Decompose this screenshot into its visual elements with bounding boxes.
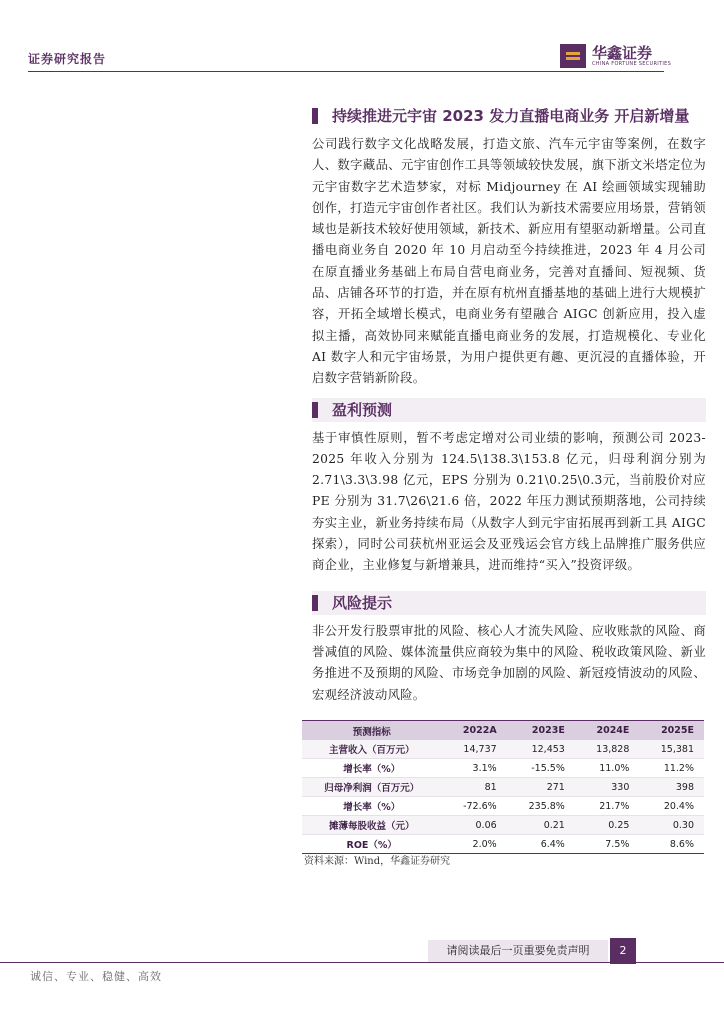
- report-type-label: 证券研究报告: [28, 52, 107, 66]
- table-row: [302, 778, 704, 797]
- table-cell: 0.25: [575, 816, 640, 835]
- header-divider: [28, 71, 664, 72]
- table-cell: 增长率（%）: [302, 759, 441, 778]
- table-header-cell: 2023E: [507, 721, 575, 741]
- table-cell: 235.8%: [507, 797, 575, 816]
- page-number: 2: [610, 938, 636, 964]
- logo-name: 华鑫证券: [592, 44, 653, 62]
- table-cell: 3.1%: [441, 759, 506, 778]
- section-body-metaverse: 公司践行数字文化战略发展，打造文旅、汽车元宇宙等案例，在数字人、数字藏品、元宇宙创作工具等领域较快发展，旗下浙文米塔定位为元宇宙数字艺术造梦家，对标 Midjourney 在 AI 绘画领域实现辅助创作，打造元宇宙创作者社区。我们认为新技术需要应用场景，营销领域也是新技术较好使用领域，新技术、新应用有望驱动新增量。公司直播电商业务自 2020 年 10 月启动至今持续推进，2023 年 4 月公司在原直播业务基础上布局自营电商业务，完善对直播间、短视频、货品、店铺各环节的打造，并在原有杭州直播基地的基础上进行大规模扩容，开拓全域增长模式，电商业务有望融合 AIGC 创新应用，投入虚拟主播，高效协同来赋能直播电商业务的发展，打造规模化、专业化 AI 数字人和元宇宙场景，为用户提供更有趣、更沉浸的直播体验，开启数字营销新阶段。: [312, 137, 706, 386]
- table-header-cell: 预测指标: [302, 721, 441, 741]
- footer-motto: 诚信、专业、稳健、高效: [30, 970, 162, 983]
- logo-english-name: CHINA FORTUNE SECURITIES: [592, 61, 672, 67]
- section-bar-icon: [312, 595, 318, 611]
- table-cell: 11.0%: [575, 759, 640, 778]
- table-source-note: 资料来源：Wind，华鑫证券研究: [304, 856, 451, 867]
- logo-icon: [560, 44, 586, 68]
- section-bar-icon: [312, 108, 318, 124]
- table-header-cell: 2025E: [639, 721, 704, 741]
- table-cell: 摊薄每股收益（元）: [302, 816, 441, 835]
- table-cell: 20.4%: [639, 797, 704, 816]
- table-cell: 0.30: [639, 816, 704, 835]
- section-body-forecast: 基于审慎性原则，暂不考虑定增对公司业绩的影响，预测公司 2023-2025 年收入分别为 124.5\138.3\153.8 亿元，归母利润分别为 2.71\3.3\3.98 亿元，EPS 分别为 0.21\0.25\0.3元，当前股价对应 PE 分别为 31.7\26\21.6 倍，2022 年压力测试预期落地，公司持续夯实主业，新业务持续布局（从数字人到元宇宙拓展再到新工具 AIGC 探索），同时公司获杭州亚运会及亚残运会官方线上品牌推广服务供应商企业，主业修复与新增兼具，进而维持“买入”投资评级。: [312, 430, 706, 573]
- table-cell: 7.5%: [575, 835, 640, 854]
- company-logo: [560, 44, 671, 68]
- forecast-table: [302, 720, 704, 854]
- table-cell: 21.7%: [575, 797, 640, 816]
- table-cell: 330: [575, 778, 640, 797]
- section-title-text: 风险提示: [332, 593, 393, 612]
- table-row: [302, 835, 704, 854]
- table-cell: 6.4%: [507, 835, 575, 854]
- table-row: [302, 740, 704, 759]
- section-title-text: 持续推进元宇宙 2023 发力直播电商业务 开启新增量: [332, 107, 690, 125]
- table-cell: 11.2%: [639, 759, 704, 778]
- table-cell: 2.0%: [441, 835, 506, 854]
- table-cell: 0.06: [441, 816, 506, 835]
- section-title-text: 盈利预测: [332, 400, 393, 419]
- table-cell: 15,381: [639, 740, 704, 759]
- table-cell: ROE（%）: [302, 835, 441, 854]
- section-bar-icon: [312, 402, 318, 418]
- table-header-cell: 2024E: [575, 721, 640, 741]
- section-title-metaverse: [312, 104, 706, 128]
- table-cell: 12,453: [507, 740, 575, 759]
- table-cell: 398: [639, 778, 704, 797]
- disclaimer-link[interactable]: 请阅读最后一页重要免责声明: [428, 940, 608, 962]
- footer-divider: [0, 962, 724, 963]
- table-cell: 0.21: [507, 816, 575, 835]
- table-cell: 归母净利润（百万元）: [302, 778, 441, 797]
- table-row: [302, 759, 704, 778]
- section-title-risk: [312, 591, 706, 615]
- table-cell: 81: [441, 778, 506, 797]
- table-cell: 13,828: [575, 740, 640, 759]
- table-row: [302, 816, 704, 835]
- table-cell: 271: [507, 778, 575, 797]
- table-cell: -72.6%: [441, 797, 506, 816]
- table-cell: -15.5%: [507, 759, 575, 778]
- table-cell: 主营收入（百万元）: [302, 740, 441, 759]
- table-row: [302, 797, 704, 816]
- table-cell: 增长率（%）: [302, 797, 441, 816]
- table-cell: 14,737: [441, 740, 506, 759]
- table-cell: 8.6%: [639, 835, 704, 854]
- table-header-row: [302, 721, 704, 741]
- table-header-cell: 2022A: [441, 721, 506, 741]
- main-content: [312, 104, 706, 714]
- section-title-forecast: [312, 398, 706, 422]
- section-body-risk: 非公开发行股票审批的风险、核心人才流失风险、应收账款的风险、商誉减值的风险、媒体流量供应商较为集中的风险、税收政策风险、新业务推进不及预期的风险、市场竞争加剧的风险、新冠疫情波动的风险、宏观经济波动风险。: [312, 623, 706, 702]
